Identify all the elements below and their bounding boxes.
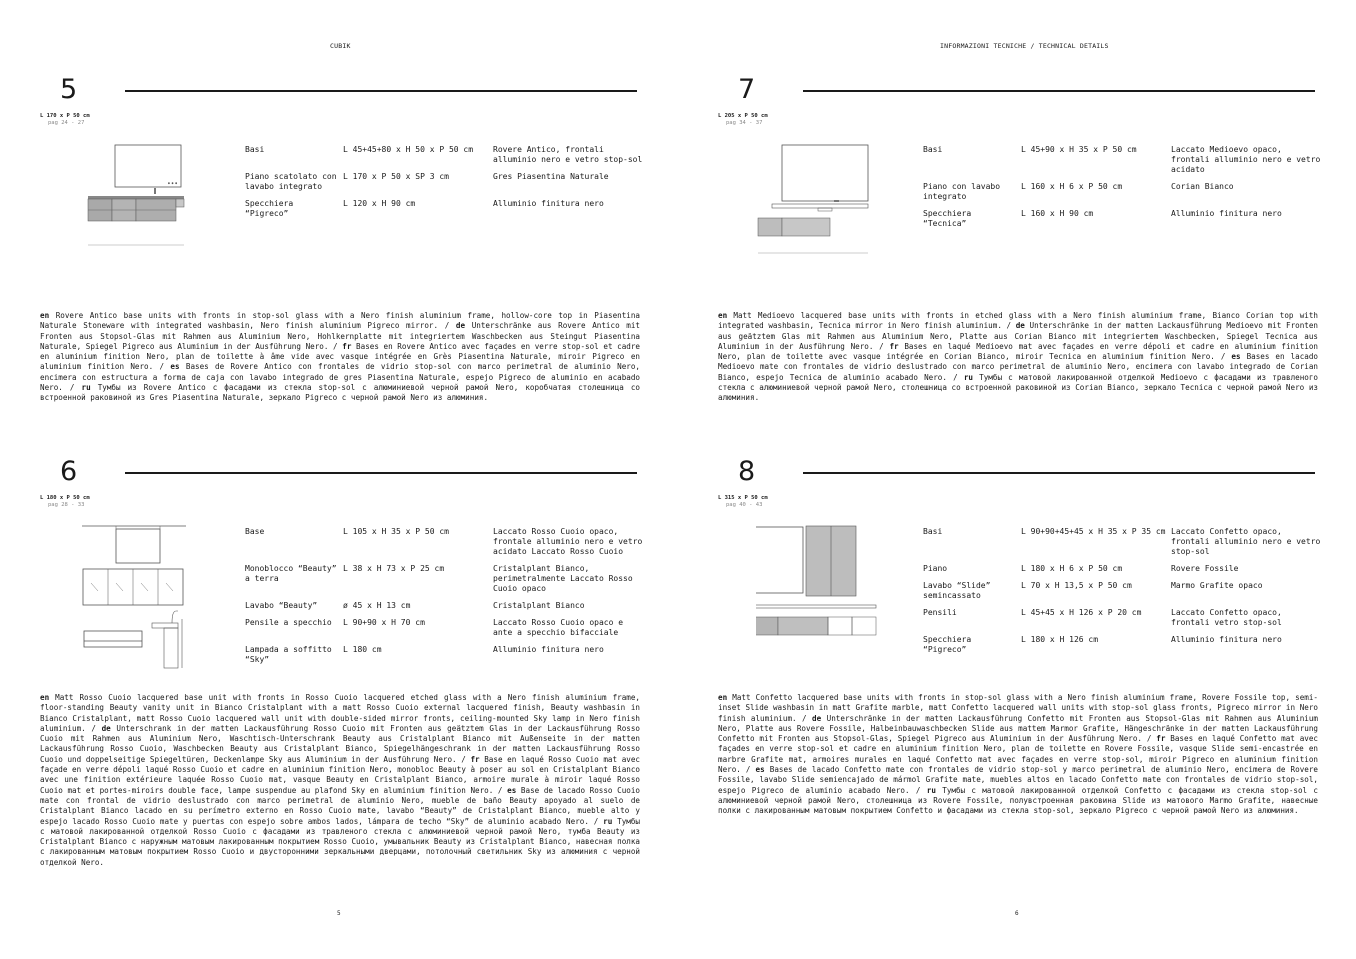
spec-table	[245, 527, 645, 672]
spec-dimensions: ø 45 x H 13 cm	[343, 601, 411, 610]
spec-item: Piano con lavabo integrato	[923, 182, 1001, 201]
spec-table	[923, 145, 1323, 236]
spec-material: Marmo Grafite opaco	[1171, 581, 1263, 590]
spec-dimensions: L 180 cm	[343, 645, 382, 654]
spec-row	[923, 581, 1323, 601]
spec-material: Alluminio finitura nero	[493, 199, 604, 208]
lang-code: fr	[889, 341, 899, 351]
spec-item: Monoblocco “Beauty” a terra	[245, 564, 337, 583]
spec-material: Corian Bianco	[1171, 182, 1234, 191]
lang-text: Base de lacado Rosso Cuoio mate con frontal de vidrio deslustrado con marco perimetral de aluminio Nero, mueble de baño Beauty apoyado al suelo de Cristalplant Bianco lacado en su perímetro externo en Rosso Cuoio mate, lavabo “Beauty” de Cristalplant Bianco, mueble alto y espejo lacado Rosso Cuoio mate y puertas con espejo sobre ambos lados, lámpara de techo “Sky” de aluminio acabado Nero.	[40, 785, 640, 826]
lang-code: fr	[342, 341, 352, 351]
lang-code: de	[1015, 321, 1025, 331]
section-number: 8	[738, 456, 756, 487]
lang-text: Bases en laqué Confetto mat avec façades en verre stop-sol et cadre en aluminium finition Nero, plan de toilette en Rovere Fossile, vasque Slide semi-encastrée en marbre Grafite mat, armoires murales en laqué Confetto mat avec façades en verre stop-sol, miroir Pigreco en aluminium finition Nero.	[718, 734, 1318, 775]
section-number: 6	[60, 456, 78, 487]
spec-row	[923, 635, 1323, 655]
spec-material: Laccato Rosso Cuoio opaco, frontale alluminio nero e vetro acidato Laccato Rosso Cuoio	[493, 527, 643, 556]
lang-text: Matt Medioevo lacquered base units with fronts in etched glass with a Nero finish aluminium frame, Bianco Corian top with integrated washbasin, Tecnica mirror in Nero finish aluminium.	[718, 311, 1318, 331]
spec-material: Alluminio finitura nero	[1171, 209, 1282, 218]
spec-row	[923, 608, 1323, 628]
lang-code: de	[101, 723, 111, 733]
spec-item: Piano scatolato con lavabo integrato	[245, 172, 337, 191]
spec-item: Pensili	[923, 608, 957, 617]
lang-code: en	[40, 311, 50, 320]
spec-table	[245, 145, 645, 226]
lang-code: es	[507, 785, 517, 795]
lang-text: Тумбы с матовой лакированной отделкой Rosso Cuoio с фасадами из травленого стекла с алюминиевой черной рамой Nero, тумба Beauty из Cristalplant Bianco с наружным матовым лакированным покрытием Rosso Cuoio, умывальник Beauty из Cristalplant Bianco, навесная полка с лакированным матовым покрытием Rosso Cuoio и двусторонними зеркальными дверцами, потолочный светильник Sky из алюминия с черной отделкой Nero.	[40, 816, 640, 867]
description: en Matt Medioevo lacquered base units with fronts in etched glass with a Nero finish aluminium frame, Bianco Corian top with integrated washbasin, Tecnica mirror in Nero finish aluminium. / de Unterschränke in der matten Lackausführung Medioevo mit Fronten aus geätztem Glas mit Rahmen aus Aluminium Nero, Platte aus Corian Bianco mit integriertem Waschbecken, Spiegel Tecnica aus Aluminium in der Ausführung Nero. / fr Bases en laqué Medioevo mat avec façades en verre dépoli et cadre en aluminium finition Nero, plan de toilette avec vasque intégrée en Corian Bianco, miroir Tecnica en aluminium finition Nero. / es Bases en lacado Medioevo mate con frontales de vidrio deslustrado con marco perimetral de aluminio Nero, encimera con lavabo integrado de Corian Bianco, espejo Tecnica de aluminio acabado Nero. / ru Тумбы с матовой лакированной отделкой Medioevo с фасадами из травленого стекла с алюминиевой черной рамой Nero, столешница со встроенной раковиной из Corian Bianco, зеркало Tecnica с черной рамой Nero из алюминия.	[718, 311, 1319, 403]
spec-material: Alluminio finitura nero	[493, 645, 604, 654]
lang-code: ru	[603, 816, 613, 826]
lang-text: Unterschränke aus Rovere Antico mit Fronten aus Stopsol-Glas mit Rahmen aus Aluminium Nero, Hohlkernplatte mit integriertem Waschbecken aus Steingut Piasentina Naturale, Spiegel Pigreco aus Aluminium in der Ausführung Nero.	[40, 321, 640, 351]
spec-item: Basi	[245, 145, 265, 154]
spec-row	[245, 618, 645, 638]
spec-row	[245, 564, 645, 594]
lang-code: de	[455, 321, 466, 331]
spec-item: Specchiera “Tecnica”	[923, 209, 972, 228]
section-dimensions: L 180 x P 50 cm	[40, 495, 90, 501]
spec-table	[923, 527, 1323, 662]
spec-material: Rovere Fossile	[1171, 564, 1239, 573]
spec-item: Specchiera “Pigreco”	[245, 199, 294, 218]
lang-code: es	[755, 765, 765, 775]
page-right	[678, 0, 1356, 959]
spec-dimensions: L 170 x P 50 x SP 3 cm	[343, 172, 449, 181]
drawing-composition-7	[756, 143, 876, 255]
drawing-composition-5	[78, 143, 188, 253]
spec-material: Gres Piasentina Naturale	[493, 172, 609, 181]
lang-text: Bases de lacado Confetto mate con frontales de vidrio stop-sol y marco perimetral de aluminio Nero, encimera de Rovere Fossile, lavabo Slide semiencajado de mármol Grafite mate, muebles altos en lacado Confetto mate con frontales de vidrio stop-sol, espejo Pigreco de aluminio acabado Nero.	[718, 765, 1318, 795]
lang-code: en	[718, 311, 728, 320]
spec-item: Lavabo “Slide” semincassato	[923, 581, 991, 600]
section-pages: pag 40 - 43	[726, 502, 763, 508]
section-pages: pag 34 - 37	[726, 120, 763, 126]
lang-text: Тумбы с матовой лакированной отделкой Confetto с фасадами из стекла stop-sol с алюминиевой черной рамой Nero, столешница из Rovere Fossile, полувстроенная раковина Slide из матового Marmo Grafite, навесные полки с лакированным матовым покрытием Confetto и фасадами из стекла stop-sol, зеркало Pigreco с черной рамой Nero из алюминия.	[718, 785, 1318, 816]
section-dimensions: L 205 x P 50 cm	[718, 113, 768, 119]
drawing-composition-6	[78, 523, 198, 673]
lang-text: Тумбы из Rovere Antico с фасадами из стекла stop-sol с алюминиевой черной рамой Nero, коробчатая столешница со встроенной раковиной из Gres Piasentina Naturale, зеркало Pigreco с черной рамой Nero из алюминия.	[40, 383, 640, 403]
spec-row	[245, 645, 645, 665]
description: en Rovere Antico base units with fronts in stop-sol glass with a Nero finish aluminium frame, hollow-core top in Piasentina Naturale Stoneware with integrated washbasin, Nero finish aluminium Pigreco mirror. / de Unterschränke aus Rovere Antico mit Fronten aus Stopsol-Glas mit Rahmen aus Aluminium Nero, Hohlkernplatte mit integriertem Waschbecken aus Steingut Piasentina Naturale, Spiegel Pigreco aus Aluminium in der Ausführung Nero. / fr Bases en Rovere Antico avec façades en verre stop-sol et cadre en aluminium finition Nero, plan de toilette à âme vide avec vasque intégrée en Grès Piasentina Naturale, miroir Pigreco en aluminium finition Nero. / es Bases de Rovere Antico con frontales de vidrio stop-sol con marco perimetral de aluminio Nero, encimera con estructura a forma de caja con lavabo integrado de gres Piasentina Naturale, espejo Pigreco de aluminio en acabado Nero. / ru Тумбы из Rovere Antico с фасадами из стекла stop-sol с алюминиевой черной рамой Nero, коробчатая столешница со встроенной раковиной из Gres Piasentina Naturale, зеркало Pigreco с черной рамой Nero из алюминия.	[40, 311, 641, 403]
spec-material: Cristalplant Bianco	[493, 601, 585, 610]
page-number: 5	[337, 910, 341, 917]
lang-code: en	[40, 693, 50, 702]
spec-item: Lavabo “Beauty”	[245, 601, 318, 610]
page-number: 6	[1015, 910, 1019, 917]
header-section-title: INFORMAZIONI TECNICHE / TECHNICAL DETAILS	[940, 42, 1109, 50]
spec-row	[245, 601, 645, 611]
spec-row	[923, 145, 1323, 175]
spec-row	[923, 527, 1323, 557]
spec-row	[923, 182, 1323, 202]
spec-dimensions: L 160 x H 6 x P 50 cm	[1021, 182, 1123, 191]
lang-code: fr	[470, 754, 480, 764]
section-dimensions: L 170 x P 50 cm	[40, 113, 90, 119]
lang-text: Base en laqué Rosso Cuoio mat avec façade en verre dépoli laqué Rosso Cuoio et cadre en aluminium finition Nero, monobloc Beauty à poser au sol en Cristalplant Bianco avec une finition extérieure laquée Rosso Cuoio mat, vasque Beauty en Cristalplant Bianco, armoire murale à miroir laqué Rosso Cuoio mat et portes-miroirs double face, lampe suspendue au plafond Sky en aluminium finition Nero.	[40, 754, 640, 795]
spec-dimensions: L 160 x H 90 cm	[1021, 209, 1094, 218]
spec-row	[923, 209, 1323, 229]
lang-code: fr	[1156, 734, 1166, 744]
section-pages: pag 28 - 33	[48, 502, 85, 508]
spec-row	[245, 527, 645, 557]
lang-code: ru	[963, 372, 973, 382]
lang-text: Bases en lacado Medioevo mate con frontales de vidrio deslustrado con marco perimetral de aluminio Nero, encimera con lavabo integrado de Corian Bianco, espejo Tecnica de aluminio acabado Nero.	[718, 352, 1319, 382]
section-dimensions: L 315 x P 50 cm	[718, 495, 768, 501]
lang-text: Unterschrank in der matten Lackausführung Rosso Cuoio mit Fronten aus geätztem Glas in der Lackausführung Rosso Cuoio mit Rahmen aus Aluminium Nero, Waschtisch-Unterschrank Beauty aus Cristalplant Bianco mit Außenseite in der matten Lackausführung Rosso Cuoio, Waschbecken Beauty aus Cristalplant Bianco, Spiegelhängeschrank in der matten Lackausführung Rosso Cuoio und doppelseitige Spiegeltüren, Deckenlampe Sky aus Aluminium in der Ausführung Nero.	[40, 723, 640, 764]
section-rule	[125, 472, 637, 474]
spec-material: Laccato Medioevo opaco, frontali alluminio nero e vetro acidato	[1171, 145, 1321, 174]
lang-code: ru	[926, 785, 936, 795]
spec-item: Piano	[923, 564, 948, 573]
lang-code: es	[170, 362, 180, 372]
spec-item: Pensile a specchio	[245, 618, 332, 627]
lang-text: Тумбы с матовой лакированной отделкой Medioevo с фасадами из травленого стекла с алюминиевой черной рамой Nero, столешница со встроенной раковиной из Corian Bianco, зеркало Tecnica с черной рамой Nero из алюминия.	[718, 372, 1318, 403]
spec-material: Cristalplant Bianco, perimetralmente Laccato Rosso Cuoio opaco	[493, 564, 633, 593]
spec-dimensions: L 180 x H 6 x P 50 cm	[1021, 564, 1123, 573]
spec-dimensions: L 90+90 x H 70 cm	[343, 618, 425, 627]
section-rule	[803, 90, 1315, 92]
section-number: 5	[60, 74, 78, 105]
spec-material: Laccato Confetto opaco, frontali alluminio nero e vetro stop-sol	[1171, 527, 1321, 556]
section-rule	[125, 90, 637, 92]
description: en Matt Rosso Cuoio lacquered base unit with fronts in Rosso Cuoio lacquered etched glass with a Nero finish aluminium frame, floor-standing Beauty vanity unit in Bianco Cristalplant with a matt Rosso Cuoio external lacquered finish, Beauty washbasin in Bianco Cristalplant, matt Rosso Cuoio lacquered wall unit with double-sided mirror fronts, ceiling-mounted Sky lamp in Nero finish aluminium. / de Unterschrank in der matten Lackausführung Rosso Cuoio mit Fronten aus geätztem Glas in der Lackausführung Rosso Cuoio mit Rahmen aus Aluminium Nero, Waschtisch-Unterschrank Beauty aus Cristalplant Bianco mit Außenseite in der matten Lackausführung Rosso Cuoio, Waschbecken Beauty aus Cristalplant Bianco, Spiegelhängeschrank in der matten Lackausführung Rosso Cuoio und doppelseitige Spiegeltüren, Deckenlampe Sky aus Aluminium in der Ausführung Nero. / fr Base en laqué Rosso Cuoio mat avec façade en verre dépoli laqué Rosso Cuoio et cadre en aluminium finition Nero, monobloc Beauty à poser au sol en Cristalplant Bianco avec une finition extérieure laquée Rosso Cuoio mat, vasque Beauty en Cristalplant Bianco, armoire murale à miroir laqué Rosso Cuoio mat et portes-miroirs double face, lampe suspendue au plafond Sky en aluminium finition Nero. / es Base de lacado Rosso Cuoio mate con frontal de vidrio deslustrado con marco perimetral de aluminio Nero, mueble de baño Beauty apoyado al suelo de Cristalplant Bianco lacado en su perímetro externo en Rosso Cuoio mate, lavabo “Beauty” de Cristalplant Bianco, mueble alto y espejo lacado Rosso Cuoio mate y puertas con espejo sobre ambos lados, lámpara de techo “Sky” de aluminio acabado Nero. / ru Тумбы с матовой лакированной отделкой Rosso Cuoio с фасадами из травленого стекла с алюминиевой черной рамой Nero, тумба Beauty из Cristalplant Bianco с наружным матовым лакированным покрытием Rosso Cuoio, умывальник Beauty из Cristalplant Bianco, навесная полка с лакированным матовым покрытием Rosso Cuoio и двусторонними зеркальными дверцами, потолочный светильник Sky из алюминия с черной отделкой Nero.	[40, 693, 640, 867]
spec-item: Basi	[923, 527, 943, 536]
spec-item: Specchiera “Pigreco”	[923, 635, 972, 654]
header-title: CUBIK	[330, 42, 351, 50]
lang-text: Rovere Antico base units with fronts in stop-sol glass with a Nero finish aluminium frame, hollow-core top in Piasentina Naturale Stoneware with integrated washbasin, Nero finish aluminium Pigreco mirror.	[40, 311, 640, 331]
lang-text: Matt Rosso Cuoio lacquered base unit with fronts in Rosso Cuoio lacquered etched glass with a Nero finish aluminium frame, floor-standing Beauty vanity unit in Bianco Cristalplant with a matt Rosso Cuoio external lacquered finish, Beauty washbasin in Bianco Cristalplant, matt Rosso Cuoio lacquered wall unit with double-sided mirror fronts, ceiling-mounted Sky lamp in Nero finish aluminium.	[40, 693, 640, 733]
section-rule	[803, 472, 1315, 474]
spec-dimensions: L 70 x H 13,5 x P 50 cm	[1021, 581, 1132, 590]
spec-dimensions: L 38 x H 73 x P 25 cm	[343, 564, 445, 573]
spec-item: Base	[245, 527, 265, 536]
lang-text: Unterschränke in der matten Lackausführung Medioevo mit Fronten aus geätztem Glas mit Rahmen aus Aluminium Nero, Platte aus Corian Bianco mit integriertem Waschbecken, Spiegel Tecnica aus Aluminium in der Ausführung Nero.	[718, 321, 1318, 351]
section-number: 7	[738, 74, 756, 105]
lang-code: en	[718, 693, 728, 702]
spec-material: Rovere Antico, frontali alluminio nero e vetro stop-sol	[493, 145, 643, 164]
spec-item: Basi	[923, 145, 943, 154]
spec-material: Laccato Confetto opaco, frontali vetro stop-sol	[1171, 608, 1282, 627]
spec-row	[923, 564, 1323, 574]
spec-dimensions: L 90+90+45+45 x H 35 x P 35 cm	[1021, 527, 1166, 536]
section-pages: pag 24 - 27	[48, 120, 85, 126]
lang-text: Bases en laqué Medioevo mat avec façades en verre dépoli et cadre en aluminium finition Nero, plan de toilette avec vasque intégrée en Corian Bianco, miroir Tecnica en aluminium finition Nero.	[718, 341, 1319, 362]
spec-dimensions: L 180 x H 126 cm	[1021, 635, 1099, 644]
drawing-composition-8	[756, 525, 916, 645]
lang-text: Unterschränke in der matten Lackausführung Confetto mit Fronten aus Stopsol-Glas mit Rahmen aus Aluminium Nero, Platte aus Rovere Fossile, Halbeinbauwaschbecken Slide aus mattem Marmor Grafite, Hängeschränke in der matten Lackausführung Confetto mit Fronten aus Stopsol-Glas, Spiegel Pigreco aus Aluminium in der Ausführung Nero.	[718, 713, 1318, 744]
spec-material: Laccato Rosso Cuoio opaco e ante a specchio bifacciale	[493, 618, 624, 637]
description: en Matt Confetto lacquered base units with fronts in stop-sol glass with a Nero finish aluminium frame, Rovere Fossile top, semi-inset Slide washbasin in matt Grafite marble, matt Confetto lacquered wall units with stop-sol glass fronts, Pigreco mirror in Nero finish aluminium. / de Unterschränke in der matten Lackausführung Confetto mit Fronten aus Stopsol-Glas mit Rahmen aus Aluminium Nero, Platte aus Rovere Fossile, Halbeinbauwaschbecken Slide aus mattem Marmor Grafite, Hängeschränke in der matten Lackausführung Confetto mit Fronten aus Stopsol-Glas, Spiegel Pigreco aus Aluminium in der Ausführung Nero. / fr Bases en laqué Confetto mat avec façades en verre stop-sol et cadre en aluminium finition Nero, plan de toilette en Rovere Fossile, vasque Slide semi-encastrée en marbre Grafite mat, armoires murales en laqué Confetto mat avec façades en verre stop-sol, miroir Pigreco en aluminium finition Nero. / es Bases de lacado Confetto mate con frontales de vidrio stop-sol y marco perimetral de aluminio Nero, encimera de Rovere Fossile, lavabo Slide semiencajado de mármol Grafite mate, muebles altos en lacado Confetto mate con frontales de vidrio stop-sol, espejo Pigreco de aluminio acabado Nero. / ru Тумбы с матовой лакированной отделкой Confetto с фасадами из стекла stop-sol с алюминиевой черной рамой Nero, столешница из Rovere Fossile, полувстроенная раковина Slide из матового Marmo Grafite, навесные полки с лакированным матовым покрытием Confetto и фасадами из стекла stop-sol, зеркало Pigreco с черной рамой Nero из алюминия.	[718, 693, 1318, 816]
lang-text: Bases de Rovere Antico con frontales de vidrio stop-sol con marco perimetral de aluminio Nero, encimera con estructura a forma de caja con lavabo integrado de gres Piasentina Naturale, espejo Pigreco de aluminio en acabado Nero.	[40, 362, 640, 393]
spec-dimensions: L 105 x H 35 x P 50 cm	[343, 527, 449, 536]
lang-text: Bases en Rovere Antico avec façades en verre stop-sol et cadre en aluminium finition Nero, plan de toilette à âme vide avec vasque intégrée en Grès Piasentina Naturale, miroir Pigreco en aluminium finition Nero.	[40, 341, 641, 372]
spec-dimensions: L 120 x H 90 cm	[343, 199, 416, 208]
spec-row	[245, 172, 645, 192]
lang-text: Matt Confetto lacquered base units with fronts in stop-sol glass with a Nero finish aluminium frame, Rovere Fossile top, semi-inset Slide washbasin in matt Grafite marble, matt Confetto lacquered wall units with stop-sol glass fronts, Pigreco mirror in Nero finish aluminium.	[718, 693, 1318, 723]
spec-dimensions: L 45+45+80 x H 50 x P 50 cm	[343, 145, 474, 154]
lang-code: es	[1231, 352, 1241, 362]
svg-text:● ● ●: ● ● ●	[168, 181, 178, 185]
lang-code: ru	[81, 383, 91, 393]
spec-item: Lampada a soffitto “Sky”	[245, 645, 332, 664]
spec-row	[245, 145, 645, 165]
spec-row	[245, 199, 645, 219]
spec-dimensions: L 45+45 x H 126 x P 20 cm	[1021, 608, 1142, 617]
spec-material: Alluminio finitura nero	[1171, 635, 1282, 644]
lang-code: de	[812, 713, 822, 723]
spec-dimensions: L 45+90 x H 35 x P 50 cm	[1021, 145, 1137, 154]
